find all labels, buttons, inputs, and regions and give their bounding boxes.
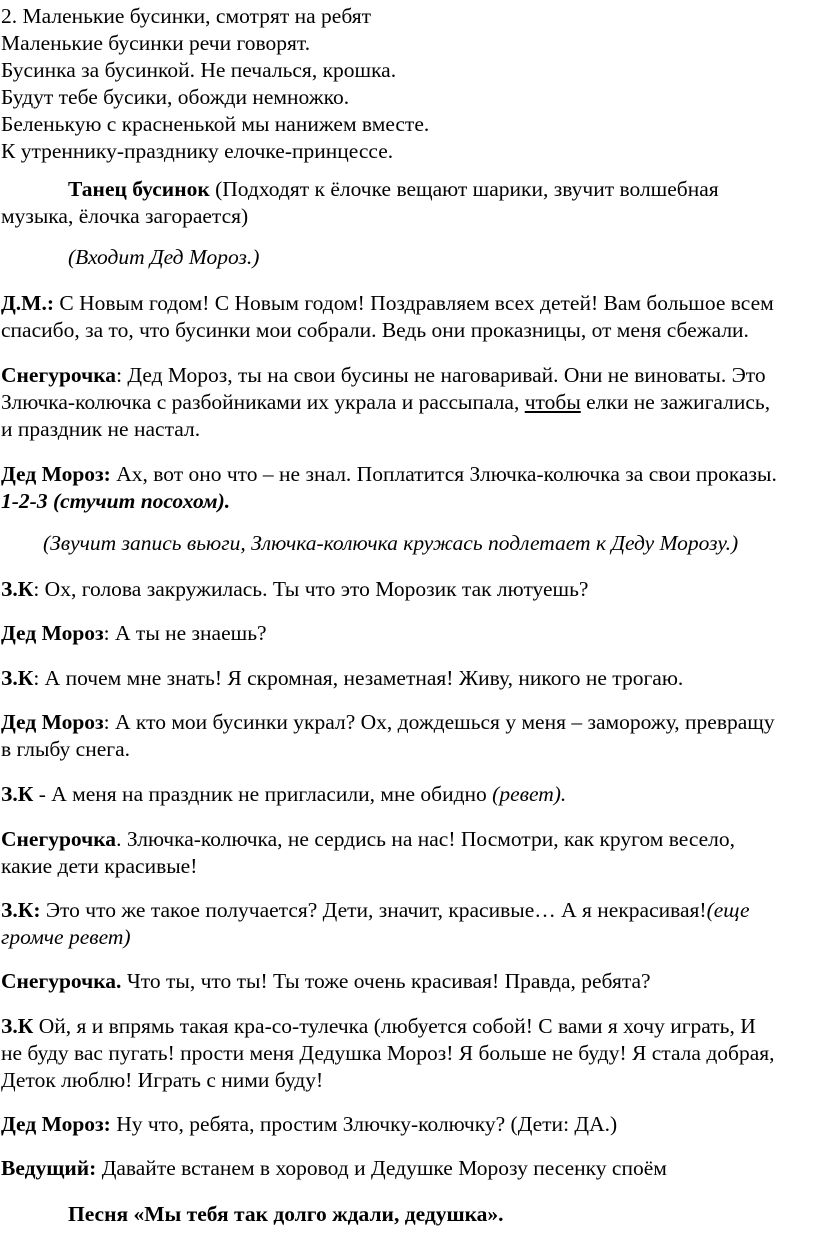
dialogue-zk2: [1, 665, 816, 692]
poem-line: 2. Маленькие бусинки, смотрят на ребят: [1, 4, 372, 28]
replica-text: : А кто мои бусинки украл? Ох, дождешься у меня – заморожу, превращу: [103, 710, 775, 734]
replica-text: Ах, вот оно что – не знал. Поплатится Злючка-колючка за свои проказы.: [110, 462, 777, 486]
stage-direction: (еще: [706, 898, 750, 922]
speaker-label: З.К: [1, 1014, 34, 1038]
replica-text: Это что же такое получается? Дети, значит, красивые… А я некрасивая!: [40, 898, 707, 922]
speaker-label: З.К: [1, 666, 34, 690]
dialogue-dm1: [1, 290, 816, 344]
replica-text: Деток люблю! Играть с ними буду!: [1, 1068, 324, 1092]
underlined-word: чтобы: [524, 390, 581, 414]
replica-text: : А почем мне знать! Я скромная, незаметная! Живу, никого не трогаю.: [33, 666, 684, 690]
dialogue-sn3: [1, 968, 816, 995]
replica-text: : Дед Мороз, ты на свои бусины не наговаривай. Они не виноваты. Это: [116, 363, 766, 387]
dance-block: [1, 176, 816, 230]
song-title-block: [1, 1201, 816, 1228]
replica-text: . Злючка-колючка, не сердись на нас! Посмотри, как кругом весело,: [116, 827, 736, 851]
speaker-label: Д.М.:: [1, 291, 54, 315]
stage-direction: (ревет).: [492, 782, 567, 806]
dialogue-zk3: [1, 781, 816, 808]
dialogue-dm4: [1, 709, 816, 763]
dance-title: Танец бусинок: [68, 177, 210, 201]
replica-text: : А ты не знаешь?: [103, 621, 267, 645]
replica-text: : Ох, голова закружилась. Ты что это Морозик так лютуешь?: [33, 577, 589, 601]
stage-direction: (Входит Дед Мороз.): [68, 245, 260, 269]
replica-text: спасибо, за то, что бусинки мои собрали. Ведь они проказницы, от меня сбежали.: [1, 318, 749, 342]
speaker-label: Дед Мороз: [1, 710, 104, 734]
stage-direction: громче ревет): [1, 925, 131, 949]
dialogue-sn1: [1, 362, 816, 443]
poem-line: Беленькую с красненькой мы нанижем вместе.: [1, 112, 430, 136]
replica-text: Ой, я и впрямь такая кра-со-тулечка (любуется собой! С вами я хочу играть, И: [33, 1014, 756, 1038]
poem-line: К утреннику-празднику елочке-принцессе.: [1, 139, 394, 163]
speaker-label: З.К: [1, 782, 34, 806]
speaker-label: З.К:: [1, 898, 41, 922]
dance-direction-cont: музыка, ёлочка загорается): [1, 204, 249, 228]
speaker-label: Дед Мороз:: [1, 462, 111, 486]
replica-text: Ну что, ребята, простим Злючку-колючку? (Дети: ДА.): [110, 1112, 618, 1136]
replica-text: не буду вас пугать! прости меня Дедушка Мороз! Я больше не буду! Я стала добрая,: [1, 1041, 775, 1065]
dance-direction: (Подходят к ёлочке вещают шарики, звучит волшебная: [209, 177, 719, 201]
replica-text: С Новым годом! С Новым годом! Поздравляем всех детей! Вам большое всем: [54, 291, 774, 315]
dialogue-host: [1, 1155, 816, 1182]
poem-line: Будут тебе бусики, обожди немножко.: [1, 85, 350, 109]
dialogue-zk4: [1, 897, 816, 951]
speaker-label: Ведущий:: [1, 1156, 97, 1180]
replica-text: какие дети красивые!: [1, 854, 198, 878]
dialogue-zk1: [1, 576, 816, 603]
dialogue-dm3: [1, 620, 816, 647]
speaker-label: Снегурочка: [1, 827, 117, 851]
replica-text: Злючка-колючка с разбойниками их украла и рассыпала,: [1, 390, 525, 414]
poem-line: Маленькие бусинки речи говорят.: [1, 31, 311, 55]
dialogue-dm5: [1, 1111, 816, 1138]
dialogue-zk5: [1, 1013, 816, 1094]
stage-direction: (Звучит запись вьюги, Злючка-колючка кружась подлетает к Деду Морозу.): [43, 531, 739, 555]
speaker-label: Дед Мороз: [1, 621, 104, 645]
replica-text: елки не зажигались,: [580, 390, 771, 414]
speaker-label: З.К: [1, 577, 34, 601]
speaker-label: Снегурочка: [1, 363, 117, 387]
song-title: Песня «Мы тебя так долго ждали, дедушка».: [68, 1202, 504, 1226]
replica-text: и праздник не настал.: [1, 417, 201, 441]
speaker-label: Снегурочка.: [1, 969, 122, 993]
poem-block: [1, 3, 816, 165]
poem-line: Бусинка за бусинкой. Не печалься, крошка.: [1, 58, 397, 82]
dialogue-sn2: [1, 826, 816, 880]
action-direction: 1-2-3 (стучит посохом).: [1, 489, 231, 513]
storm-direction: [1, 530, 816, 557]
replica-text: в глыбу снега.: [1, 737, 130, 761]
speaker-label: Дед Мороз:: [1, 1112, 111, 1136]
replica-text: - А меня на праздник не пригласили, мне обидно: [33, 782, 493, 806]
dialogue-dm2: [1, 461, 816, 515]
enter-direction: [1, 244, 816, 271]
replica-text: Что ты, что ты! Ты тоже очень красивая! Правда, ребята?: [121, 969, 651, 993]
replica-text: Давайте встанем в хоровод и Дедушке Морозу песенку споём: [96, 1156, 667, 1180]
